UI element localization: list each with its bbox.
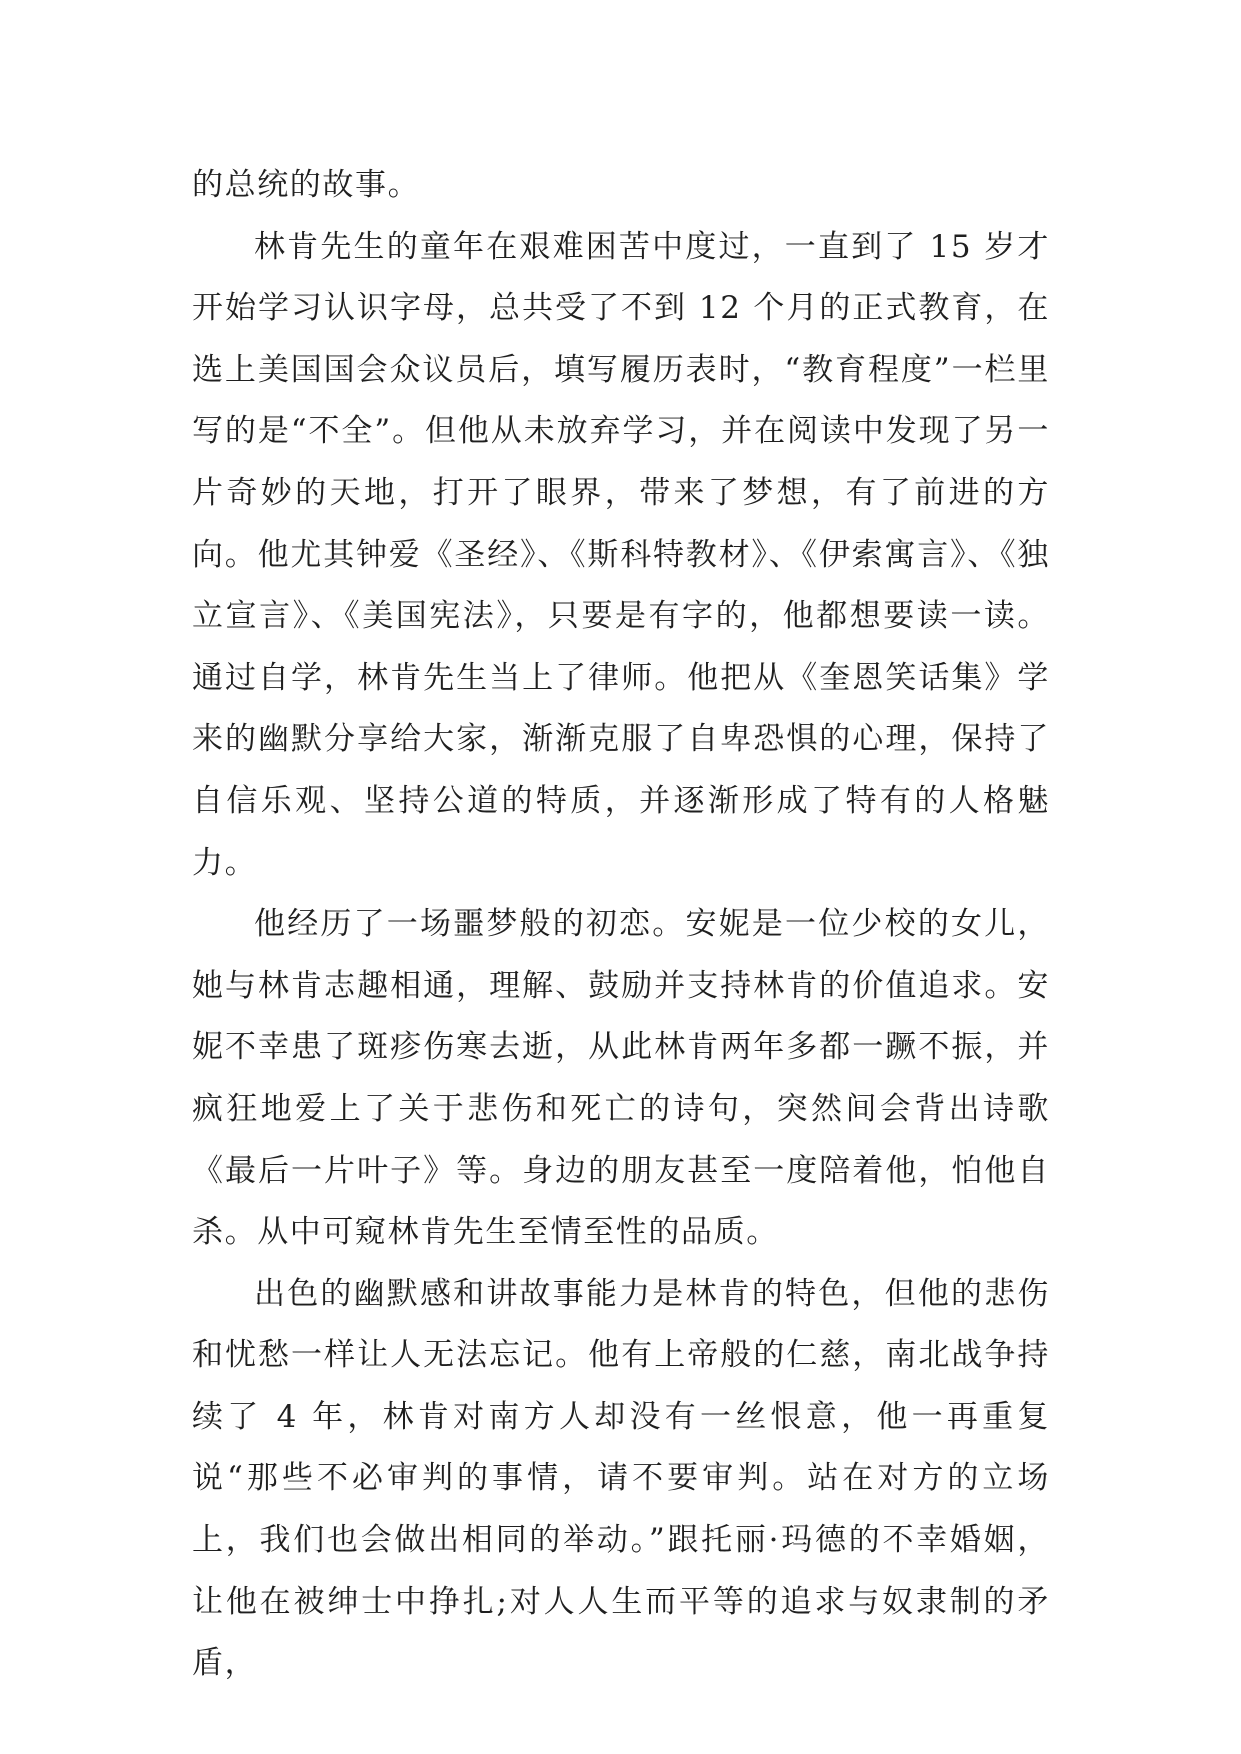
- paragraph-humor: 出色的幽默感和讲故事能力是林肯的特色，但他的悲伤和忧愁一样让人无法忘记。他有上帝般的仁慈，南北战争持续了 4 年，林肯对南方人却没有一丝恨意，他一再重复说“那些不必审判的事情，请不要审判。站在对方的立场上，我们也会做出相同的举动。”跟托丽·玛德的不幸婚姻，让他在被绅士中挣扎;对人人生而平等的追求与奴隶制的矛盾，: [192, 1275, 1050, 1682]
- document-body: [192, 155, 1050, 1695]
- paragraph-first-love: 他经历了一场噩梦般的初恋。安妮是一位少校的女儿，她与林肯志趣相通，理解、鼓励并支持林肯的价值追求。安妮不幸患了斑疹伤寒去逝，从此林肯两年多都一蹶不振，并疯狂地爱上了关于悲伤和死亡的诗句，突然间会背出诗歌《最后一片叶子》等。身边的朋友甚至一度陪着他，怕他自杀。从中可窥林肯先生至情至性的品质。: [192, 906, 1050, 1251]
- paragraph-childhood: 林肯先生的童年在艰难困苦中度过，一直到了 15 岁才开始学习认识字母，总共受了不到 12 个月的正式教育，在选上美国国会众议员后，填写履历表时，“教育程度”一栏里写的是“不全”。但他从未放弃学习，并在阅读中发现了另一片奇妙的天地，打开了眼界，带来了梦想，有了前进的方向。他尤其钟爱《圣经》、《斯科特教材》、《伊索寓言》、《独立宣言》、《美国宪法》，只要是有字的，他都想要读一读。通过自学，林肯先生当上了律师。他把从《奎恩笑话集》学来的幽默分享给大家，渐渐克服了自卑恐惧的心理，保持了自信乐观、坚持公道的特质，并逐渐形成了特有的人格魅力。: [192, 228, 1050, 881]
- paragraph-continued: 的总统的故事。: [192, 167, 421, 203]
